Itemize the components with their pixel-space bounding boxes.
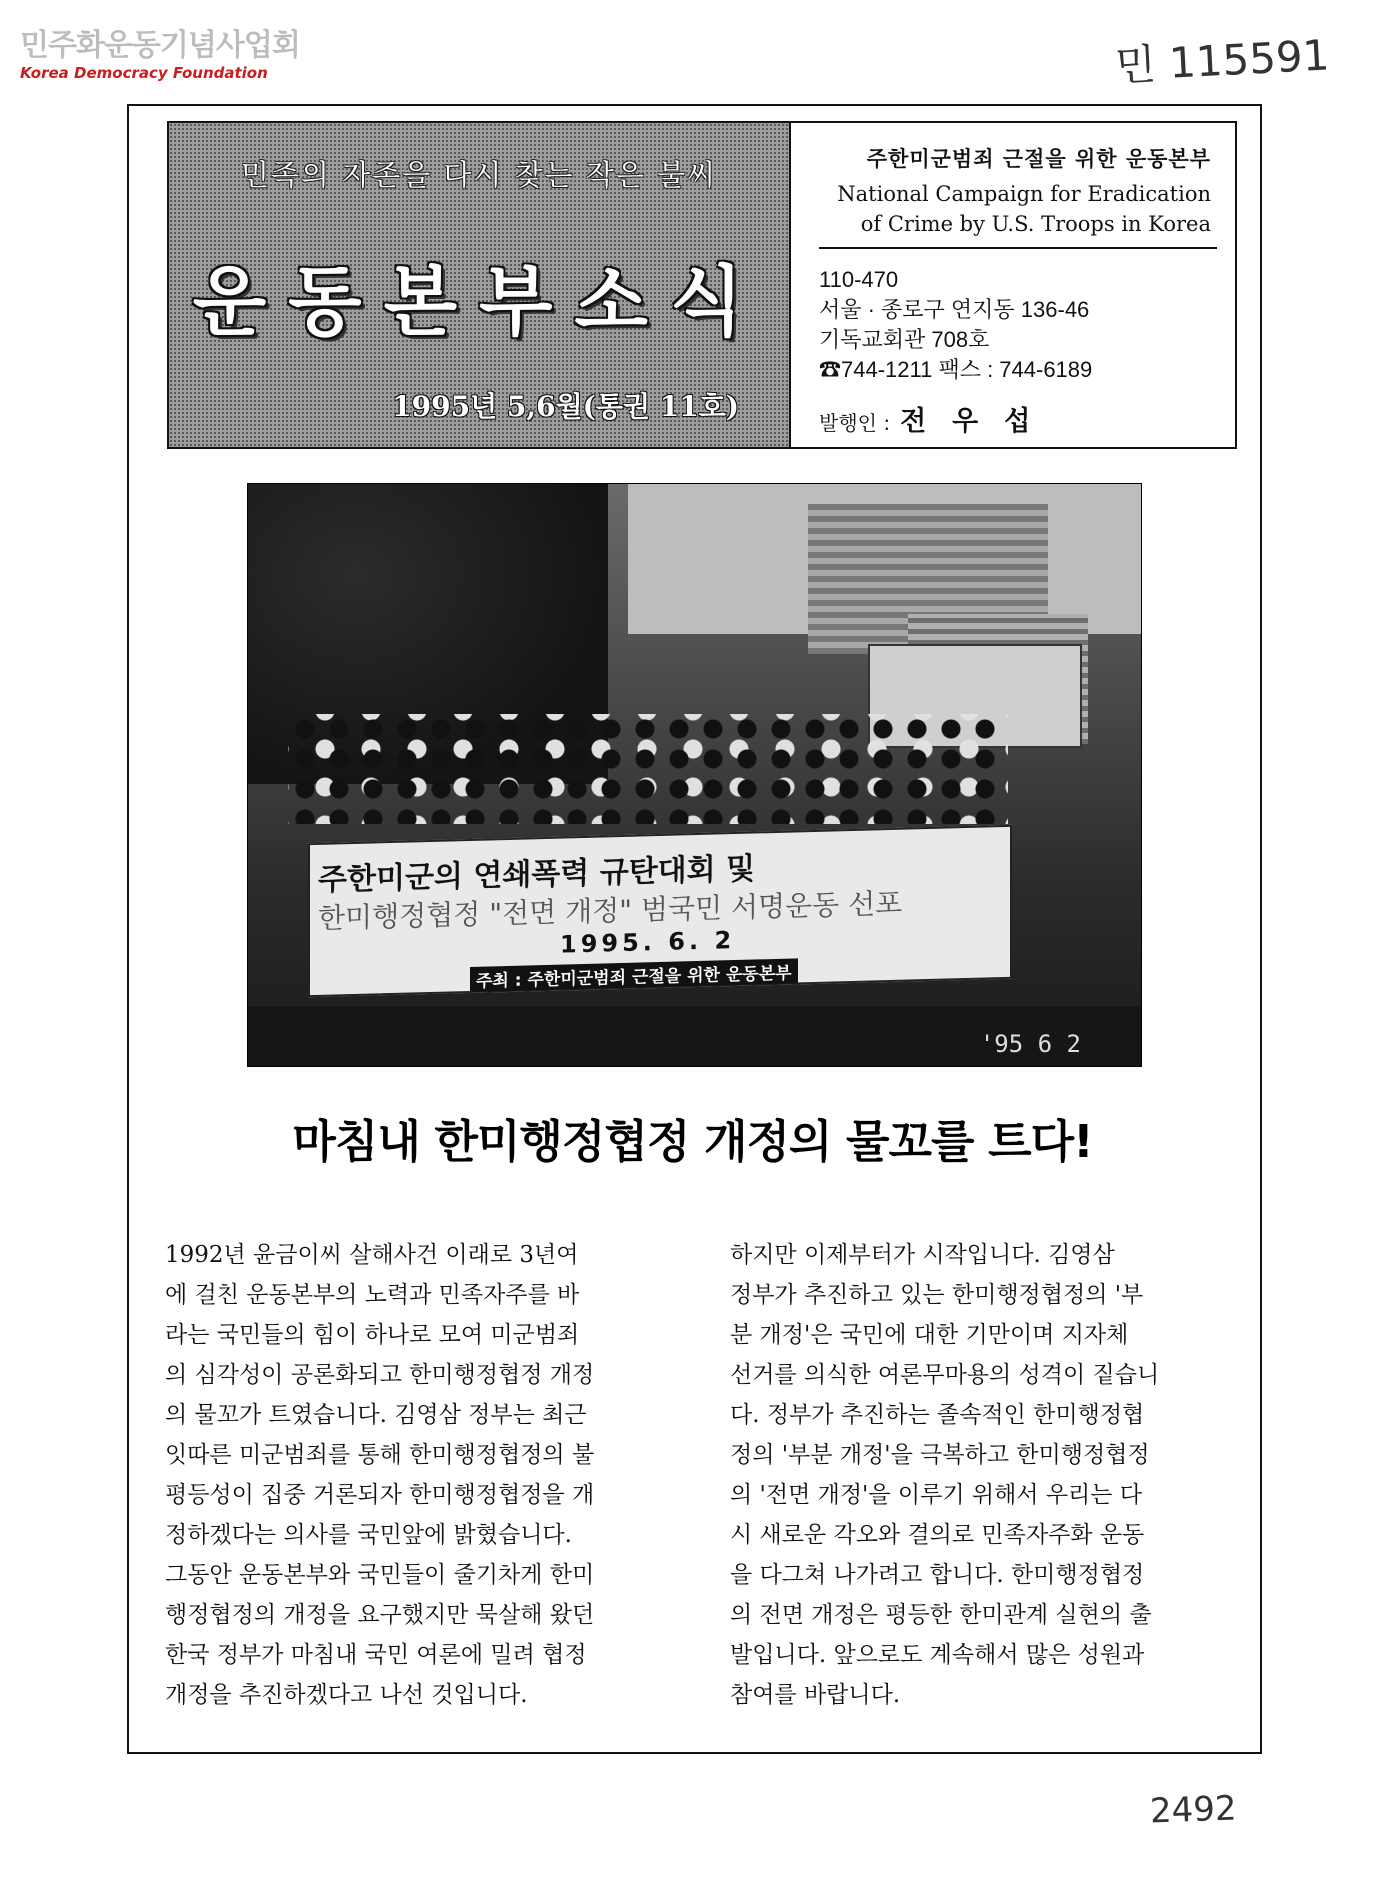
banner-line2: 한미행정협정 "전면 개정" 범국민 서명운동 선포	[318, 886, 903, 935]
newsletter-title: 운동본부소식	[192, 257, 766, 346]
handwritten-page-note: 2492	[1149, 1788, 1238, 1832]
watermark-korean: 민주화운동기념사업회	[20, 28, 300, 63]
publisher-name: 전우섭	[900, 406, 1057, 437]
org-name-english-line2: of Crime by U.S. Troops in Korea	[860, 212, 1211, 236]
org-name-english-line1: National Campaign for Eradication	[837, 182, 1211, 206]
rally-photo	[247, 483, 1142, 1067]
address-block	[819, 265, 1217, 385]
article-column-right: 하지만 이제부터가 시작입니다. 김영삼 정부가 추진하고 있는 한미행정협정의 '부 분 개정'은 국민에 대한 기만이며 지자체 선거를 의식한 여론무마용의 성격이 짙습니 다. 정부가 추진하는 졸속적인 한미행정협 정의 '부분 개정'을 극복하고 한미행정협정 의 '전면 개정'을 이루기 위해서 우리는 다 시 새로운 각오와 결의로 민족자주화 운동 을 다그쳐 나가려고 합니다. 한미행정협정 의 전면 개정은 평등한 한미관계 실현의 출 발입니다. 앞으로도 계속해서 많은 성원과 참여를 바랍니다.	[730, 1242, 1160, 1708]
slogan: 민족의 자존을 다시 찾는 작은 불씨	[240, 158, 718, 192]
archive-stamp: 민 115591	[1113, 30, 1331, 91]
org-name-english	[819, 179, 1211, 239]
watermark-english: Korea Democracy Foundation	[20, 64, 268, 82]
divider	[819, 247, 1217, 249]
publisher-label: 발행인 :	[819, 411, 891, 435]
article-headline: 마침내 한미행정협정 개정의 물꼬를 트다!	[292, 1115, 1093, 1168]
article-column-left: 1992년 윤금이씨 살해사건 이래로 3년여 에 걸친 운동본부의 노력과 민족자주를 바 라는 국민들의 힘이 하나로 모여 미군범죄 의 심각성이 공론화되고 한미행정협정 개정 의 물꼬가 트였습니다. 김영삼 정부는 최근 잇따른 미군범죄를 통해 한미행정협정의 불 평등성이 집중 거론되자 한미행정협정을 개 정하겠다는 의사를 국민앞에 밝혔습니다. 그동안 운동본부와 국민들이 줄기차게 한미 행정협정의 개정을 요구했지만 묵살해 왔던 한국 정부가 마침내 국민 여론에 밀려 협정 개정을 추진하겠다고 나선 것입니다.	[165, 1242, 595, 1708]
photo-date-stamp: '95 6 2	[979, 1030, 1081, 1058]
banner-line1: 주한미군의 연쇄폭력 규탄대회 및	[318, 851, 756, 898]
rally-banner	[308, 825, 1012, 997]
address-line1: 서울 · 종로구 연지동 136-46	[819, 297, 1090, 322]
photo-crowd	[288, 714, 1008, 824]
newsletter-header	[167, 121, 1237, 449]
org-name-korean: 주한미군범죄 근절을 위한 운동본부	[866, 147, 1211, 171]
postal-code: 110-470	[819, 267, 899, 292]
banner-date: 1995. 6. 2	[560, 926, 736, 959]
masthead-panel	[169, 123, 791, 447]
address-line2: 기독교회관 708호	[819, 327, 990, 352]
org-info-panel	[791, 123, 1235, 447]
issue-info: 1995년 5,6월(통권 11호)	[392, 390, 739, 423]
publisher	[819, 399, 1217, 438]
banner-host: 주최 : 주한미군범죄 근절을 위한 운동본부	[470, 958, 798, 992]
phone-fax: ☎744-1211 팩스 : 744-6189	[819, 357, 1093, 382]
